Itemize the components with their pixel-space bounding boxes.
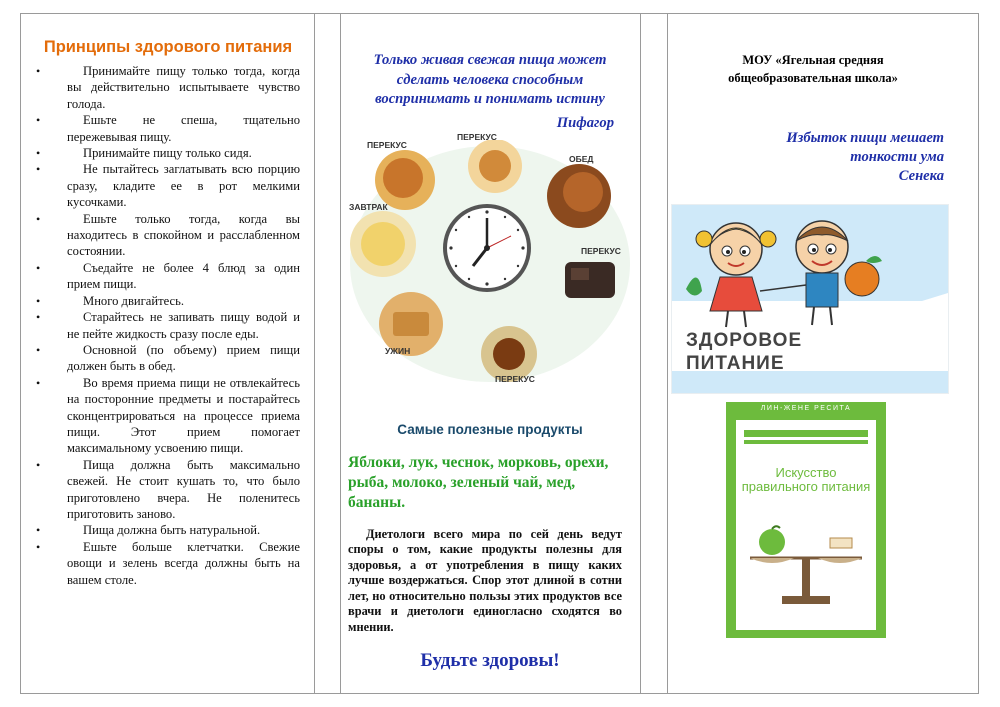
principle-text: Ешьте не спеша, тщательно пережевывая пищу.: [67, 113, 300, 144]
principle-item: [36, 309, 300, 342]
book-author: ЛИН-ЖЕНЕ РЕСИТА: [760, 405, 852, 412]
principle-text: Старайтесь не запивать пищу водой и не пейте жидкость сразу после еды.: [67, 310, 300, 341]
healthy-eating-banner: [671, 204, 949, 394]
pythagoras-author: Пифагор: [556, 114, 614, 131]
principle-item: [36, 522, 300, 538]
principle-text: Ешьте только тогда, когда вы находитесь в спокойном и расслабленном состоянии.: [67, 211, 300, 259]
principle-text: Принимайте пищу только тогда, когда вы действительно испытываете чувство голода.: [67, 64, 300, 111]
principle-item: [36, 161, 300, 210]
banner-title: [686, 329, 802, 375]
principle-text: Во время приема пищи не отвлекайтесь на посторонние предметы и постарайтесь сконцентрироваться на процессе приема пищи. Этот прием помогает максимальному усвоению пищи.: [67, 375, 300, 456]
principle-item: [36, 342, 300, 375]
principle-item: [36, 539, 300, 588]
bullet-icon: •: [36, 375, 41, 390]
meal-label-snack-4: ПЕРЕКУС: [495, 373, 535, 384]
principle-item: [36, 293, 300, 309]
bullet-icon: •: [36, 64, 41, 78]
bullet-icon: •: [36, 523, 41, 538]
bullet-icon: •: [36, 457, 41, 472]
products-title: Самые полезные продукты: [397, 421, 583, 437]
book-title: Искусство правильного питания: [741, 465, 871, 494]
bullet-icon: •: [36, 211, 41, 226]
principles-column: [22, 13, 314, 694]
pythagoras-quote: Только живая свежая пища может сделать человека способным воспринимать и понимать истину: [373, 52, 607, 107]
principle-item: [36, 375, 300, 457]
meal-label-dinner: УЖИН: [385, 345, 411, 356]
bullet-icon: •: [36, 113, 41, 128]
bullet-icon: •: [36, 539, 41, 554]
principle-text: Пища должна быть натуральной.: [83, 523, 261, 538]
fold-line-left: [314, 13, 315, 694]
principles-title: Принципы здорового питания: [43, 38, 293, 56]
principle-text: Ешьте больше клетчатки. Свежие овощи и зелень всегда должны быть на вашем столе.: [67, 539, 300, 587]
middle-column: [340, 13, 640, 694]
principle-item: [36, 211, 300, 260]
book-cover: [726, 402, 886, 638]
principle-text: Много двигайтесь.: [83, 293, 185, 308]
seneca-author: Сенека: [898, 168, 944, 184]
principle-text: Съедайте не более 4 блюд за один прием пищи.: [67, 260, 300, 292]
bullet-icon: •: [36, 260, 41, 275]
school-name: МОУ «Ягельная средняя общеобразовательная школа»: [728, 53, 898, 85]
meal-label-lunch: ОБЕД: [569, 153, 594, 164]
bullet-icon: •: [36, 310, 41, 325]
dietitians-paragraph: Диетологи всего мира по сей день ведут споры о том, какие продукты полезны для здоровья, а от употребления в пищу каких лучше воздержаться. Спор этот длиной в сотни лет, но относительно пользы этих продуктов все врачи и диетологи единогласно сходятся во мнении.: [348, 526, 622, 635]
principle-item: [36, 112, 300, 145]
products-list: Яблоки, лук, чеснок, морковь, орехи, рыба, молоко, зеленый чай, мед, бананы.: [348, 453, 609, 511]
book-strip: [744, 430, 868, 437]
seneca-quote-line-2: тонкости ума: [850, 149, 944, 165]
principle-text: Основной (по объему) прием пищи должен быть в обед.: [67, 342, 300, 374]
principle-text: Не пытайтесь заглатывать всю порцию сразу, кладите ее в рот мелкими кусочками.: [67, 162, 300, 210]
meal-clock-illustration: [345, 131, 635, 388]
bullet-icon: •: [36, 162, 41, 177]
meal-label-snack-2: ПЕРЕКУС: [457, 131, 497, 142]
cover-column: [668, 13, 958, 694]
banner-line-2: ПИТАНИЕ: [686, 353, 785, 374]
seneca-quote: [668, 129, 944, 186]
book-strip: [744, 440, 868, 444]
bullet-icon: •: [36, 342, 41, 357]
book-cover-inner: [736, 420, 876, 630]
banner-line-1: ЗДОРОВОЕ: [686, 330, 803, 351]
seneca-quote-line-1: Избыток пищи мешает: [786, 130, 944, 146]
orange-fruit-icon: [845, 262, 879, 296]
principle-item: [36, 260, 300, 293]
meal-label-snack-3: ПЕРЕКУС: [581, 245, 621, 256]
bullet-icon: •: [36, 146, 41, 161]
farewell-text: Будьте здоровы!: [420, 649, 560, 671]
bullet-icon: •: [36, 293, 41, 308]
principle-item: [36, 63, 300, 112]
principle-text: Принимайте пищу только сидя.: [83, 146, 252, 161]
scales-icon: [736, 524, 876, 624]
principle-text: Пища должна быть максимально свежей. Не стоит кушать то, что было приготовлено вчера. Не поленитесь приготовить заново.: [67, 457, 300, 521]
principle-item: [36, 145, 300, 161]
fold-line-right: [640, 13, 641, 694]
meal-label-breakfast: ЗАВТРАК: [349, 201, 388, 212]
meal-label-snack-1: ПЕРЕКУС: [367, 139, 407, 150]
principle-item: [36, 457, 300, 523]
principles-list: [36, 63, 300, 588]
